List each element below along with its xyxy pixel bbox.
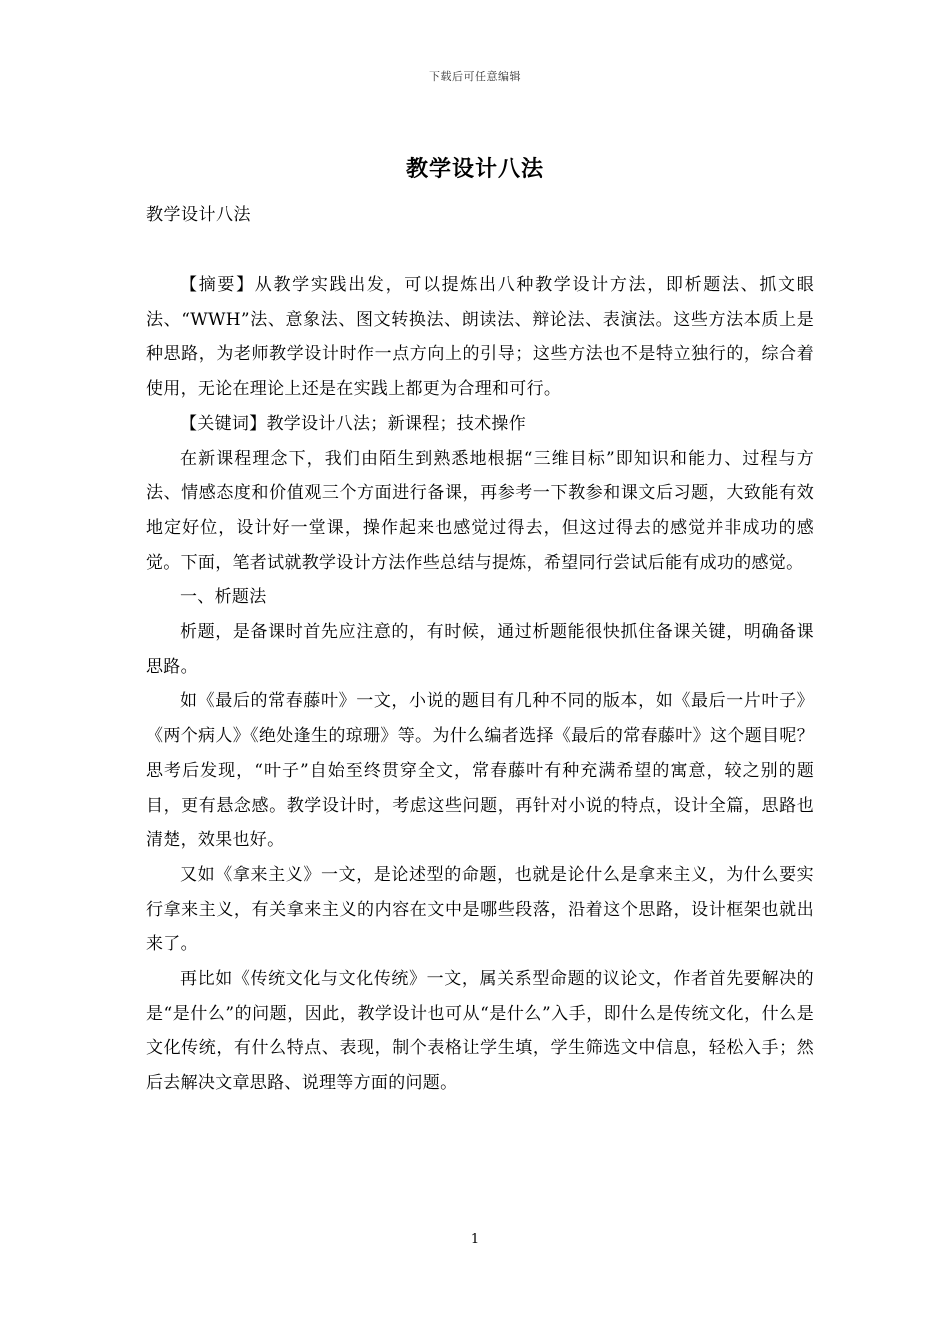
abstract-paragraph: 【摘要】从教学实践出发，可以提炼出八种教学设计方法，即析题法、抓文眼法、“WWH”法、意象法、图文转换法、朗读法、辩论法、表演法。这些方法本质上是种思路，为老师教学设计时作一点方向上的引导；这些方法也不是特立独行的，综合着使用，无论在理论上还是在实践上都更为合理和可行。	[146, 275, 814, 400]
page-number: 1	[470, 1232, 480, 1247]
section-heading: 一、析题法	[180, 587, 267, 608]
document-subtitle: 教学设计八法	[146, 205, 251, 225]
body-paragraph: 再比如《传统文化与文化传统》一文，属关系型命题的议论文，作者首先要解决的是“是什么”的问题，因此，教学设计也可从“是什么”入手，即什么是传统文化，什么是文化传统，有什么特点、表现，制个表格让学生填，学生筛选文中信息，轻松入手；然后去解决文章思路、说理等方面的问题。	[146, 969, 814, 1094]
body-paragraph: 析题，是备课时首先应注意的，有时候，通过析题能很快抓住备课关键，明确备课思路。	[146, 622, 814, 677]
document-title: 教学设计八法	[405, 156, 544, 182]
intro-paragraph: 在新课程理念下，我们由陌生到熟悉地根据“三维目标”即知识和能力、过程与方法、情感态度和价值观三个方面进行备课，再参考一下教参和课文后习题，大致能有效地定好位，设计好一堂课，操作起来也感觉过得去，但这过得去的感觉并非成功的感觉。下面，笔者试就教学设计方法作些总结与提炼，希望同行尝试后能有成功的感觉。	[146, 448, 814, 573]
document-body	[146, 268, 814, 1101]
keywords-paragraph: 【关键词】教学设计八法；新课程；技术操作	[180, 413, 526, 434]
body-paragraph: 如《最后的常春藤叶》一文，小说的题目有几种不同的版本，如《最后一片叶子》《两个病人》《绝处逢生的琼珊》等。为什么编者选择《最后的常春藤叶》这个题目呢？思考后发现，“叶子”自始至终贯穿全文，常春藤叶有种充满希望的寓意，较之别的题目，更有悬念感。教学设计时，考虑这些问题，再针对小说的特点，设计全篇，思路也清楚，效果也好。	[146, 691, 814, 851]
header-note: 下载后可任意编辑	[429, 70, 521, 83]
body-paragraph: 又如《拿来主义》一文，是论述型的命题，也就是论什么是拿来主义，为什么要实行拿来主义，有关拿来主义的内容在文中是哪些段落，沿着这个思路，设计框架也就出来了。	[146, 864, 814, 955]
